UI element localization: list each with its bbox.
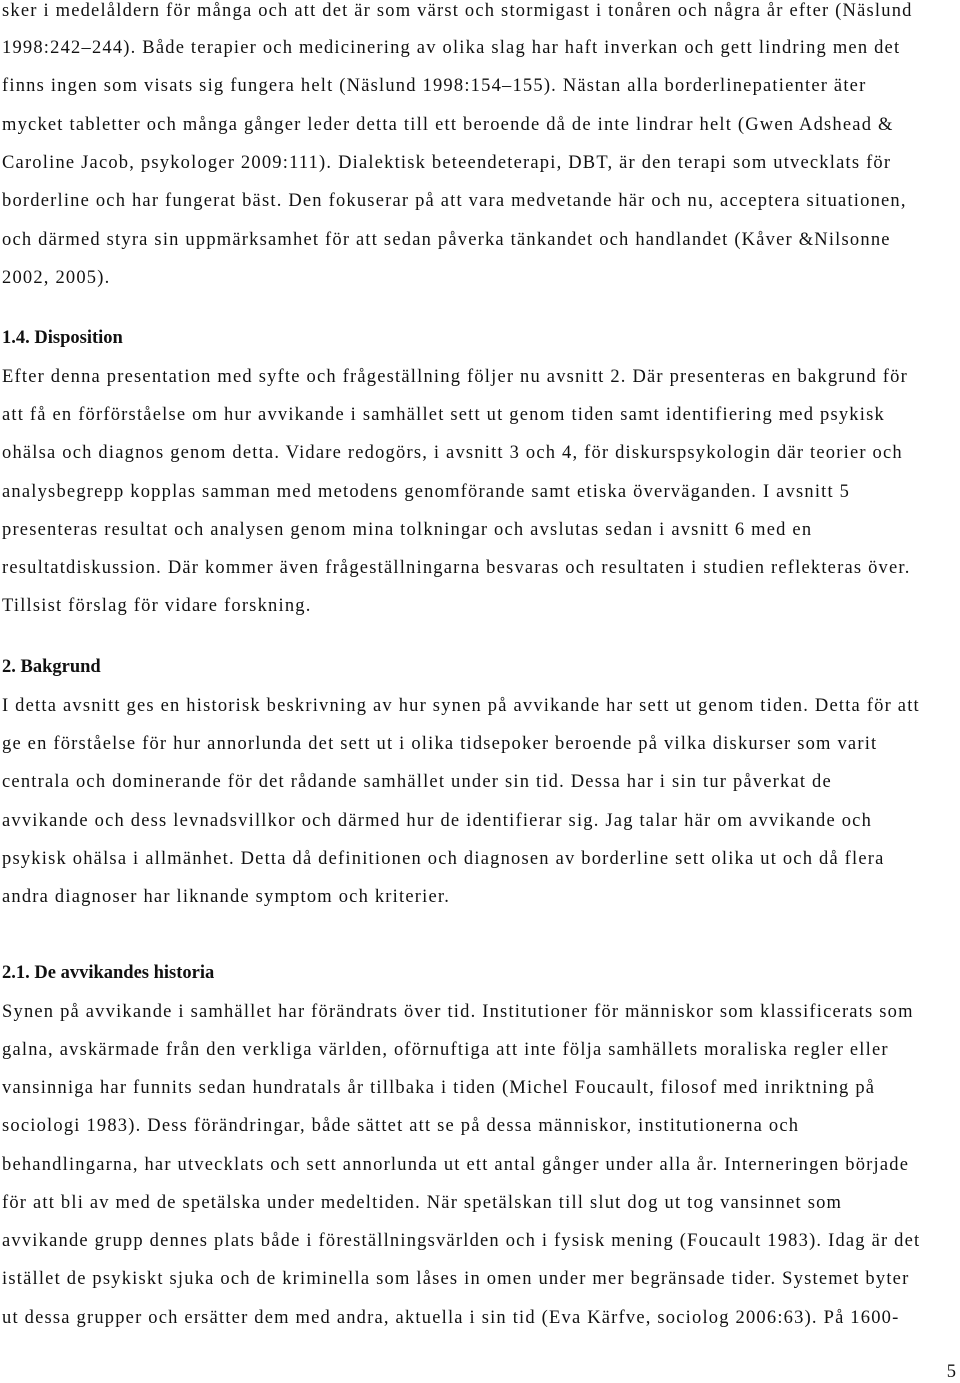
body-line: för att bli av med de spetälska under medeltiden. När spetälskan till slut dog ut tog vansinnet som xyxy=(2,1193,843,1213)
body-line: avvikande grupp dennes plats både i föreställningsvärlden och i fysisk mening (Foucault 1983). Idag är det xyxy=(2,1231,921,1251)
body-line: avvikande och dess levnadsvillkor och därmed hur de identifierar sig. Jag talar här om avvikande och xyxy=(2,811,873,831)
body-line: vansinniga har funnits sedan hundratals år tillbaka i tiden (Michel Foucault, filosof med inriktning på xyxy=(2,1078,876,1098)
body-line: och därmed styra sin uppmärksamhet för att sedan påverka tänkandet och handlandet (Kåver &Nilsonne xyxy=(2,230,891,250)
page-number: 5 xyxy=(946,1362,956,1382)
body-line: centrala och dominerande för det rådande samhället under sin tid. Dessa har i sin tur påverkat de xyxy=(2,772,832,792)
body-line: att få en förförståelse om hur avvikande i samhället sett ut genom tiden samt identifiering med psykisk xyxy=(2,405,885,425)
section-heading: 1.4. Disposition xyxy=(2,328,123,348)
body-line: Caroline Jacob, psykologer 2009:111). Dialektisk beteendeterapi, DBT, är den terapi som utvecklats för xyxy=(2,153,892,173)
section-heading: 2.1. De avvikandes historia xyxy=(2,963,215,983)
body-line: ut dessa grupper och ersätter dem med andra, aktuella i sin tid (Eva Kärfve, sociolog 2006:63). På 1600- xyxy=(2,1308,900,1328)
body-line: Synen på avvikande i samhället har förändrats över tid. Institutioner för människor som klassificerats som xyxy=(2,1002,914,1022)
body-line: I detta avsnitt ges en historisk beskrivning av hur synen på avvikande har sett ut genom tiden. Detta för att xyxy=(2,696,920,716)
body-line: borderline och har fungerat bäst. Den fokuserar på att vara medvetande här och nu, acceptera situationen, xyxy=(2,191,907,211)
body-line: resultatdiskussion. Där kommer även frågeställningarna besvaras och resultaten i studien reflekteras över. xyxy=(2,558,911,578)
body-line: mycket tabletter och många gånger leder detta till ett beroende då de inte lindrar helt (Gwen Adshead & xyxy=(2,115,894,135)
body-line: Tillsist förslag för vidare forskning. xyxy=(2,596,312,616)
body-line: 2002, 2005). xyxy=(2,268,111,288)
body-line: istället de psykiskt sjuka och de kriminella som låses in omen under mer begränsade tider. Systemet byter xyxy=(2,1269,910,1289)
body-line: 1998:242–244). Både terapier och medicinering av olika slag har haft inverkan och gett lindring men det xyxy=(2,38,901,58)
body-line: Efter denna presentation med syfte och frågeställning följer nu avsnitt 2. Där presenteras en bakgrund för xyxy=(2,367,908,387)
body-line: sker i medelåldern för många och att det är som värst och stormigast i tonåren och några år efter (Näslund xyxy=(2,1,913,21)
body-line: behandlingarna, har utvecklats och sett annorlunda ut ett antal gånger under alla år. Interneringen började xyxy=(2,1155,910,1175)
body-line: ge en förståelse för hur annorlunda det sett ut i olika tidsepoker beroende på vilka diskurser som varit xyxy=(2,734,878,754)
body-line: sociologi 1983). Dess förändringar, både sättet att se på dessa människor, institutionerna och xyxy=(2,1116,800,1136)
body-line: presenteras resultat och analysen genom mina tolkningar och avslutas sedan i avsnitt 6 med en xyxy=(2,520,813,540)
body-line: psykisk ohälsa i allmänhet. Detta då definitionen och diagnosen av borderline sett olika ut och då flera xyxy=(2,849,885,869)
body-line: andra diagnoser har liknande symptom och kriterier. xyxy=(2,887,451,907)
body-line: analysbegrepp kopplas samman med metodens genomförande samt etiska överväganden. I avsnitt 5 xyxy=(2,482,851,502)
body-line: finns ingen som visats sig fungera helt (Näslund 1998:154–155). Nästan alla borderlinepatienter äter xyxy=(2,76,867,96)
body-line: galna, avskärmade från den verkliga världen, oförnuftiga att inte följa samhällets moraliska regler eller xyxy=(2,1040,889,1060)
body-line: ohälsa och diagnos genom detta. Vidare redogörs, i avsnitt 3 och 4, för diskurspsykologin där teorier och xyxy=(2,443,903,463)
section-heading: 2. Bakgrund xyxy=(2,657,101,677)
